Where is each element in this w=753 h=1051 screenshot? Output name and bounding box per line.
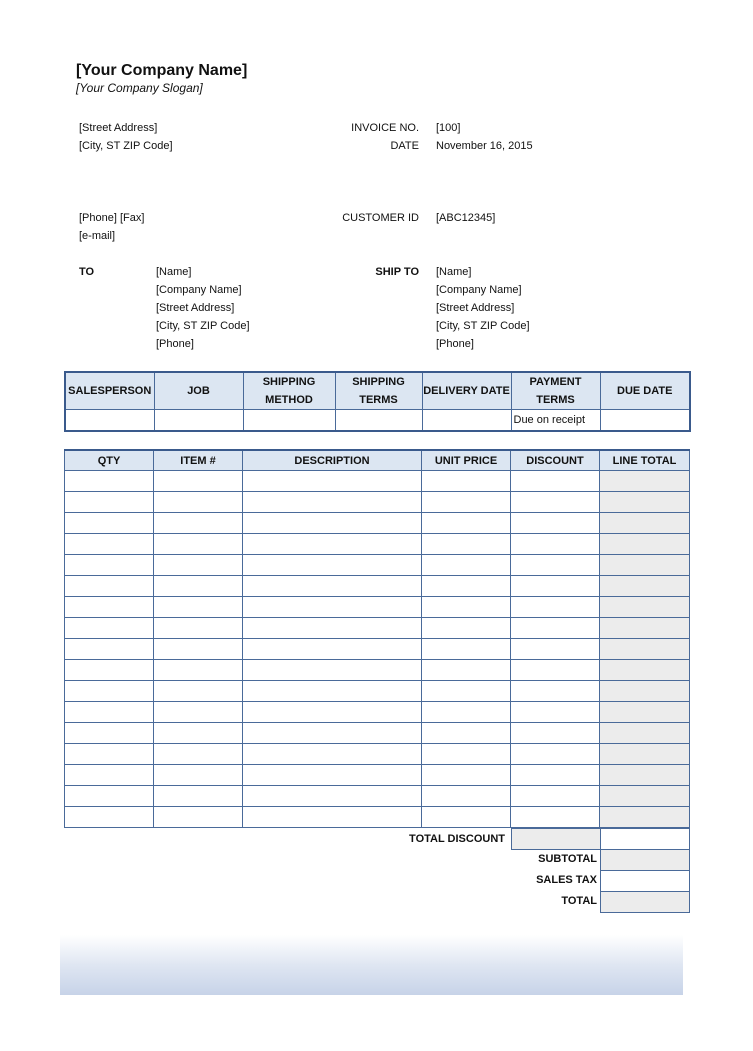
unit-price-cell[interactable] <box>422 492 511 513</box>
header-description: DESCRIPTION <box>243 450 422 471</box>
item-number-cell[interactable] <box>154 639 243 660</box>
unit-price-cell[interactable] <box>422 639 511 660</box>
item-number-cell[interactable] <box>154 534 243 555</box>
qty-cell[interactable] <box>65 681 154 702</box>
description-cell[interactable] <box>243 534 422 555</box>
description-cell[interactable] <box>243 765 422 786</box>
discount-cell[interactable] <box>511 471 600 492</box>
description-cell[interactable] <box>243 702 422 723</box>
table-row <box>65 492 690 513</box>
description-cell[interactable] <box>243 660 422 681</box>
header-shipping-terms: SHIPPING TERMS <box>335 372 422 410</box>
header-salesperson: SALESPERSON <box>65 372 154 410</box>
invoice-no-value: [100] <box>436 122 461 134</box>
date-value: November 16, 2015 <box>436 140 533 152</box>
qty-cell[interactable] <box>65 807 154 828</box>
unit-price-cell[interactable] <box>422 786 511 807</box>
description-cell[interactable] <box>243 723 422 744</box>
table-row <box>65 723 690 744</box>
ship-to-name: [Name] <box>436 266 472 278</box>
header-delivery-date: DELIVERY DATE <box>422 372 511 410</box>
discount-cell[interactable] <box>511 492 600 513</box>
header-job: JOB <box>154 372 243 410</box>
ship-to-phone: [Phone] <box>436 338 474 350</box>
sales-tax-value[interactable] <box>600 870 690 892</box>
unit-price-cell[interactable] <box>422 702 511 723</box>
unit-price-cell[interactable] <box>422 555 511 576</box>
total-value[interactable] <box>600 891 690 913</box>
to-city: [City, ST ZIP Code] <box>156 320 250 332</box>
discount-cell[interactable] <box>511 555 600 576</box>
to-label: TO <box>79 266 95 278</box>
sender-phone-fax: [Phone] [Fax] <box>79 212 145 224</box>
sender-street: [Street Address] <box>79 122 158 134</box>
unit-price-cell[interactable] <box>422 534 511 555</box>
discount-cell[interactable] <box>511 786 600 807</box>
item-number-cell[interactable] <box>154 723 243 744</box>
item-number-cell[interactable] <box>154 681 243 702</box>
qty-cell[interactable] <box>65 555 154 576</box>
qty-cell[interactable] <box>65 492 154 513</box>
sender-email: [e-mail] <box>79 230 116 242</box>
item-number-cell[interactable] <box>154 492 243 513</box>
description-cell[interactable] <box>243 576 422 597</box>
discount-cell[interactable] <box>511 765 600 786</box>
unit-price-cell[interactable] <box>422 576 511 597</box>
item-number-cell[interactable] <box>154 786 243 807</box>
qty-cell[interactable] <box>65 702 154 723</box>
line-total-cell[interactable] <box>600 744 690 765</box>
description-cell[interactable] <box>243 513 422 534</box>
delivery-date-cell[interactable] <box>422 410 511 432</box>
qty-cell[interactable] <box>65 534 154 555</box>
qty-cell[interactable] <box>65 765 154 786</box>
shipping-method-cell[interactable] <box>243 410 335 432</box>
line-total-cell[interactable] <box>600 597 690 618</box>
table-row <box>65 660 690 681</box>
discount-cell[interactable] <box>511 702 600 723</box>
line-total-cell[interactable] <box>600 786 690 807</box>
qty-cell[interactable] <box>65 786 154 807</box>
line-total-cell[interactable] <box>600 681 690 702</box>
item-number-cell[interactable] <box>154 513 243 534</box>
ship-to-city: [City, ST ZIP Code] <box>436 320 530 332</box>
qty-cell[interactable] <box>65 576 154 597</box>
qty-cell[interactable] <box>65 471 154 492</box>
job-cell[interactable] <box>154 410 243 432</box>
description-cell[interactable] <box>243 618 422 639</box>
ship-to-label: SHIP TO <box>375 266 419 278</box>
item-number-cell[interactable] <box>154 744 243 765</box>
unit-price-cell[interactable] <box>422 765 511 786</box>
unit-price-cell[interactable] <box>422 807 511 828</box>
qty-cell[interactable] <box>65 597 154 618</box>
item-number-cell[interactable] <box>154 555 243 576</box>
line-total-cell[interactable] <box>600 723 690 744</box>
discount-cell[interactable] <box>511 513 600 534</box>
company-slogan: [Your Company Slogan] <box>76 81 203 95</box>
description-cell[interactable] <box>243 786 422 807</box>
total-discount-value[interactable] <box>511 828 601 850</box>
qty-cell[interactable] <box>65 618 154 639</box>
unit-price-cell[interactable] <box>422 723 511 744</box>
salesperson-cell[interactable] <box>65 410 154 432</box>
total-label: TOTAL <box>561 895 597 907</box>
item-number-cell[interactable] <box>154 660 243 681</box>
total-discount-blank <box>600 828 690 850</box>
to-phone: [Phone] <box>156 338 194 350</box>
line-total-cell[interactable] <box>600 660 690 681</box>
description-cell[interactable] <box>243 807 422 828</box>
table-row <box>65 534 690 555</box>
invoice-no-label: INVOICE NO. <box>351 122 419 134</box>
table-row <box>65 765 690 786</box>
line-total-cell[interactable] <box>600 576 690 597</box>
description-cell[interactable] <box>243 744 422 765</box>
line-total-cell[interactable] <box>600 702 690 723</box>
unit-price-cell[interactable] <box>422 660 511 681</box>
table-row <box>65 702 690 723</box>
header-discount: DISCOUNT <box>511 450 600 471</box>
unit-price-cell[interactable] <box>422 597 511 618</box>
discount-cell[interactable] <box>511 744 600 765</box>
unit-price-cell[interactable] <box>422 681 511 702</box>
discount-cell[interactable] <box>511 723 600 744</box>
due-date-cell[interactable] <box>600 410 690 432</box>
line-total-cell[interactable] <box>600 534 690 555</box>
to-company: [Company Name] <box>156 284 242 296</box>
discount-cell[interactable] <box>511 807 600 828</box>
line-total-cell[interactable] <box>600 513 690 534</box>
discount-cell[interactable] <box>511 597 600 618</box>
item-number-cell[interactable] <box>154 702 243 723</box>
header-qty: QTY <box>65 450 154 471</box>
line-total-cell[interactable] <box>600 639 690 660</box>
qty-cell[interactable] <box>65 639 154 660</box>
table-row <box>65 639 690 660</box>
to-street: [Street Address] <box>156 302 235 314</box>
qty-cell[interactable] <box>65 660 154 681</box>
description-cell[interactable] <box>243 555 422 576</box>
sender-city: [City, ST ZIP Code] <box>79 140 173 152</box>
header-shipping-method: SHIPPING METHOD <box>243 372 335 410</box>
company-name: [Your Company Name] <box>76 62 248 79</box>
payment-terms-cell[interactable]: Due on receipt <box>511 410 600 432</box>
discount-cell[interactable] <box>511 534 600 555</box>
table-row <box>65 513 690 534</box>
header-line-total: LINE TOTAL <box>600 450 690 471</box>
description-cell[interactable] <box>243 639 422 660</box>
table-row <box>65 555 690 576</box>
discount-cell[interactable] <box>511 660 600 681</box>
description-cell[interactable] <box>243 471 422 492</box>
unit-price-cell[interactable] <box>422 744 511 765</box>
discount-cell[interactable] <box>511 639 600 660</box>
table-row <box>65 618 690 639</box>
item-number-cell[interactable] <box>154 471 243 492</box>
unit-price-cell[interactable] <box>422 618 511 639</box>
discount-cell[interactable] <box>511 681 600 702</box>
line-total-cell[interactable] <box>600 471 690 492</box>
unit-price-cell[interactable] <box>422 513 511 534</box>
to-name: [Name] <box>156 266 192 278</box>
table-row <box>65 807 690 828</box>
total-discount-label: TOTAL DISCOUNT <box>409 833 505 845</box>
footer-gradient-band <box>60 935 683 995</box>
discount-cell[interactable] <box>511 618 600 639</box>
qty-cell[interactable] <box>65 513 154 534</box>
table-row <box>65 597 690 618</box>
shipping-terms-cell[interactable] <box>335 410 422 432</box>
description-cell[interactable] <box>243 681 422 702</box>
table-row <box>65 471 690 492</box>
ship-to-street: [Street Address] <box>436 302 515 314</box>
line-total-cell[interactable] <box>600 618 690 639</box>
header-item-number: ITEM # <box>154 450 243 471</box>
customer-id-label: CUSTOMER ID <box>342 212 419 224</box>
item-number-cell[interactable] <box>154 807 243 828</box>
item-number-cell[interactable] <box>154 618 243 639</box>
line-total-cell[interactable] <box>600 765 690 786</box>
item-number-cell[interactable] <box>154 765 243 786</box>
description-cell[interactable] <box>243 492 422 513</box>
header-unit-price: UNIT PRICE <box>422 450 511 471</box>
description-cell[interactable] <box>243 597 422 618</box>
table-row <box>65 576 690 597</box>
sales-tax-label: SALES TAX <box>536 874 597 886</box>
item-number-cell[interactable] <box>154 576 243 597</box>
table-row <box>65 744 690 765</box>
discount-cell[interactable] <box>511 576 600 597</box>
line-total-cell[interactable] <box>600 492 690 513</box>
items-table <box>64 449 690 828</box>
customer-id-value: [ABC12345] <box>436 212 496 224</box>
table-row <box>65 786 690 807</box>
header-due-date: DUE DATE <box>600 372 690 410</box>
unit-price-cell[interactable] <box>422 471 511 492</box>
subtotal-value[interactable] <box>600 849 690 871</box>
ship-to-company: [Company Name] <box>436 284 522 296</box>
line-total-cell[interactable] <box>600 555 690 576</box>
line-total-cell[interactable] <box>600 807 690 828</box>
shipping-table <box>64 371 691 432</box>
table-row <box>65 681 690 702</box>
qty-cell[interactable] <box>65 723 154 744</box>
qty-cell[interactable] <box>65 744 154 765</box>
item-number-cell[interactable] <box>154 597 243 618</box>
header-payment-terms: PAYMENT TERMS <box>511 372 600 410</box>
subtotal-label: SUBTOTAL <box>538 853 597 865</box>
date-label: DATE <box>390 140 419 152</box>
